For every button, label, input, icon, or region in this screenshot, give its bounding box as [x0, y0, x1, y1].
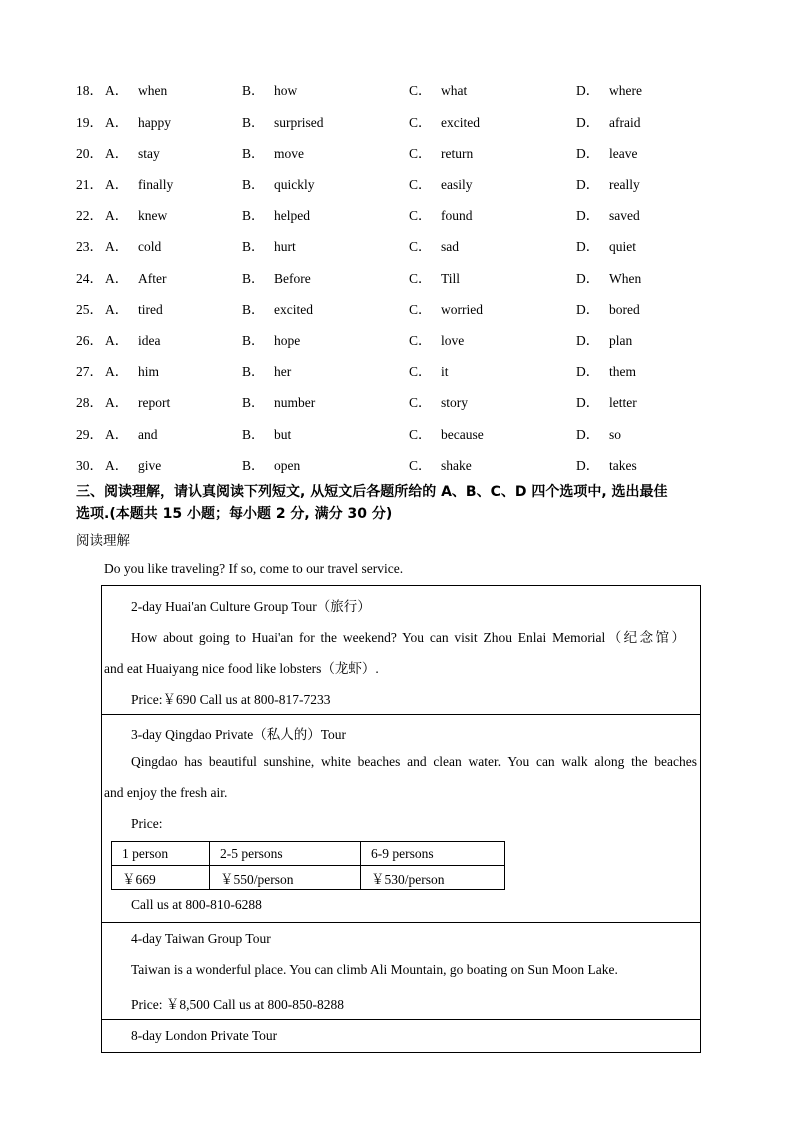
option-a: when: [138, 83, 168, 98]
option-letter-c: C．: [409, 115, 432, 130]
option-a: After: [138, 271, 167, 286]
option-b: helped: [274, 208, 310, 223]
option-letter-a: A．: [105, 177, 129, 192]
tour-title-taiwan: 4-day Taiwan Group Tour: [131, 931, 271, 946]
tour-desc-qingdao-line1: Qingdao has beautiful sunshine, white beaches and clean water. You can walk along the beaches: [131, 754, 697, 769]
table-row: [112, 866, 505, 890]
question-row: [0, 456, 794, 476]
question-row: [0, 362, 794, 382]
option-b: her: [274, 364, 292, 379]
tour-desc-qingdao-line2: and enjoy the fresh air.: [104, 785, 228, 800]
option-letter-c: C．: [409, 208, 432, 223]
option-letter-c: C．: [409, 302, 432, 317]
option-letter-c: C．: [409, 177, 432, 192]
option-c: Till: [441, 271, 461, 286]
question-number: 19．: [76, 115, 103, 130]
option-c: love: [441, 333, 465, 348]
question-row: [0, 300, 794, 320]
tour-price-label-qingdao: Price:: [131, 816, 163, 831]
option-a: stay: [138, 146, 160, 161]
table-header-cell: 2-5 persons: [210, 842, 361, 866]
option-a: idea: [138, 333, 161, 348]
option-letter-a: A．: [105, 271, 129, 286]
option-letter-b: B．: [242, 146, 265, 161]
question-row: [0, 237, 794, 257]
option-letter-b: B．: [242, 333, 265, 348]
travel-ad-box: [101, 585, 701, 1053]
option-letter-a: A．: [105, 302, 129, 317]
option-b: move: [274, 146, 304, 161]
option-b: how: [274, 83, 298, 98]
option-a: tired: [138, 302, 163, 317]
option-d: plan: [609, 333, 633, 348]
option-b: hurt: [274, 239, 296, 254]
table-cell: ￥669: [112, 866, 210, 890]
tour-price-taiwan: Price: ￥8,500 Call us at 800-850-8288: [131, 997, 344, 1012]
tour-desc-taiwan: Taiwan is a wonderful place. You can climb Ali Mountain, go boating on Sun Moon Lake.: [131, 962, 618, 977]
option-d: where: [609, 83, 642, 98]
question-row: [0, 269, 794, 289]
option-a: give: [138, 458, 162, 473]
option-letter-c: C．: [409, 146, 432, 161]
box-divider: [101, 922, 701, 923]
option-letter-b: B．: [242, 115, 265, 130]
option-a: finally: [138, 177, 174, 192]
option-letter-a: A．: [105, 115, 129, 130]
option-c: easily: [441, 177, 473, 192]
option-b: excited: [274, 302, 313, 317]
option-letter-a: A．: [105, 83, 129, 98]
option-a: happy: [138, 115, 171, 130]
tour-title-qingdao: 3-day Qingdao Private（私人的）Tour: [131, 727, 347, 742]
option-letter-d: D．: [576, 146, 600, 161]
tour-title-london: 8-day London Private Tour: [131, 1028, 278, 1043]
option-letter-b: B．: [242, 458, 265, 473]
section-heading-line1: 三、阅读理解，请认真阅读下列短文, 从短文后各题所给的 A、B、C、D 四个选项中, 选出最佳: [76, 484, 668, 500]
option-letter-b: B．: [242, 208, 265, 223]
table-header-cell: 6-9 persons: [361, 842, 505, 866]
option-letter-b: B．: [242, 364, 265, 379]
option-letter-d: D．: [576, 208, 600, 223]
option-letter-b: B．: [242, 271, 265, 286]
option-letter-b: B．: [242, 83, 265, 98]
question-number: 28．: [76, 395, 103, 410]
option-a: him: [138, 364, 160, 379]
section-heading: [76, 481, 756, 525]
option-letter-d: D．: [576, 177, 600, 192]
option-c: story: [441, 395, 468, 410]
passage-intro: Do you like traveling? If so, come to our travel service.: [104, 561, 404, 576]
question-number: 23．: [76, 239, 103, 254]
option-b: quickly: [274, 177, 315, 192]
option-c: sad: [441, 239, 459, 254]
question-number: 24．: [76, 271, 103, 286]
option-c: what: [441, 83, 468, 98]
question-number: 25．: [76, 302, 103, 317]
option-a: cold: [138, 239, 162, 254]
option-letter-d: D．: [576, 427, 600, 442]
option-letter-b: B．: [242, 395, 265, 410]
section-subheading: 阅读理解: [76, 533, 130, 549]
option-letter-c: C．: [409, 83, 432, 98]
question-row: [0, 175, 794, 195]
option-a: report: [138, 395, 171, 410]
question-number: 30．: [76, 458, 103, 473]
question-row: [0, 113, 794, 133]
option-d: takes: [609, 458, 637, 473]
option-letter-c: C．: [409, 271, 432, 286]
option-c: it: [441, 364, 449, 379]
option-letter-c: C．: [409, 364, 432, 379]
option-letter-c: C．: [409, 395, 432, 410]
option-letter-d: D．: [576, 333, 600, 348]
question-number: 18．: [76, 83, 103, 98]
tour-desc-huaian-line2: and eat Huaiyang nice food like lobsters（龙虾）.: [104, 661, 379, 676]
question-row: [0, 81, 794, 101]
option-b: Before: [274, 271, 311, 286]
table-cell: ￥530/person: [361, 866, 505, 890]
option-letter-c: C．: [409, 239, 432, 254]
option-d: so: [609, 427, 622, 442]
option-c: excited: [441, 115, 480, 130]
box-divider: [101, 1019, 701, 1020]
question-number: 20．: [76, 146, 103, 161]
option-c: worried: [441, 302, 483, 317]
option-b: but: [274, 427, 292, 442]
option-letter-a: A．: [105, 146, 129, 161]
option-b: open: [274, 458, 301, 473]
tour-desc-huaian-line1: How about going to Huai'an for the weekend? You can visit Zhou Enlai Memorial（纪念馆）: [131, 630, 685, 645]
option-letter-b: B．: [242, 177, 265, 192]
option-letter-a: A．: [105, 208, 129, 223]
option-letter-a: A．: [105, 333, 129, 348]
qingdao-price-table: [111, 841, 505, 890]
option-b: hope: [274, 333, 301, 348]
option-b: number: [274, 395, 316, 410]
option-letter-a: A．: [105, 427, 129, 442]
question-number: 29．: [76, 427, 103, 442]
option-d: When: [609, 271, 642, 286]
option-letter-a: A．: [105, 239, 129, 254]
table-row: [112, 842, 505, 866]
question-number: 21．: [76, 177, 103, 192]
option-letter-d: D．: [576, 83, 600, 98]
box-divider: [101, 714, 701, 715]
section-heading-line2: 选项.(本题共 15 小题；每小题 2 分, 满分 30 分): [76, 506, 393, 522]
option-letter-b: B．: [242, 239, 265, 254]
question-row: [0, 393, 794, 413]
option-d: them: [609, 364, 636, 379]
option-d: saved: [609, 208, 640, 223]
option-c: return: [441, 146, 474, 161]
option-c: found: [441, 208, 473, 223]
tour-price-huaian: Price:￥690 Call us at 800-817-7233: [131, 692, 331, 707]
option-letter-d: D．: [576, 458, 600, 473]
option-letter-c: C．: [409, 458, 432, 473]
question-row: [0, 144, 794, 164]
tour-title-huaian: 2-day Huai'an Culture Group Tour（旅行）: [131, 599, 371, 614]
option-letter-d: D．: [576, 302, 600, 317]
option-a: and: [138, 427, 158, 442]
option-letter-a: A．: [105, 458, 129, 473]
option-d: afraid: [609, 115, 641, 130]
option-d: quiet: [609, 239, 636, 254]
option-d: bored: [609, 302, 640, 317]
tour-phone-qingdao: Call us at 800-810-6288: [131, 897, 262, 912]
option-c: shake: [441, 458, 472, 473]
table-cell: ￥550/person: [210, 866, 361, 890]
option-letter-d: D．: [576, 364, 600, 379]
option-letter-b: B．: [242, 302, 265, 317]
option-letter-a: A．: [105, 364, 129, 379]
option-letter-d: D．: [576, 271, 600, 286]
option-letter-d: D．: [576, 395, 600, 410]
option-letter-c: C．: [409, 333, 432, 348]
question-number: 27．: [76, 364, 103, 379]
table-header-cell: 1 person: [112, 842, 210, 866]
option-letter-b: B．: [242, 427, 265, 442]
question-number: 22．: [76, 208, 103, 223]
option-letter-d: D．: [576, 239, 600, 254]
question-row: [0, 331, 794, 351]
option-d: leave: [609, 146, 638, 161]
option-letter-a: A．: [105, 395, 129, 410]
option-b: surprised: [274, 115, 324, 130]
option-letter-c: C．: [409, 427, 432, 442]
option-a: knew: [138, 208, 168, 223]
option-letter-d: D．: [576, 115, 600, 130]
question-row: [0, 206, 794, 226]
option-d: letter: [609, 395, 637, 410]
question-row: [0, 425, 794, 445]
option-d: really: [609, 177, 640, 192]
option-c: because: [441, 427, 484, 442]
question-number: 26．: [76, 333, 103, 348]
